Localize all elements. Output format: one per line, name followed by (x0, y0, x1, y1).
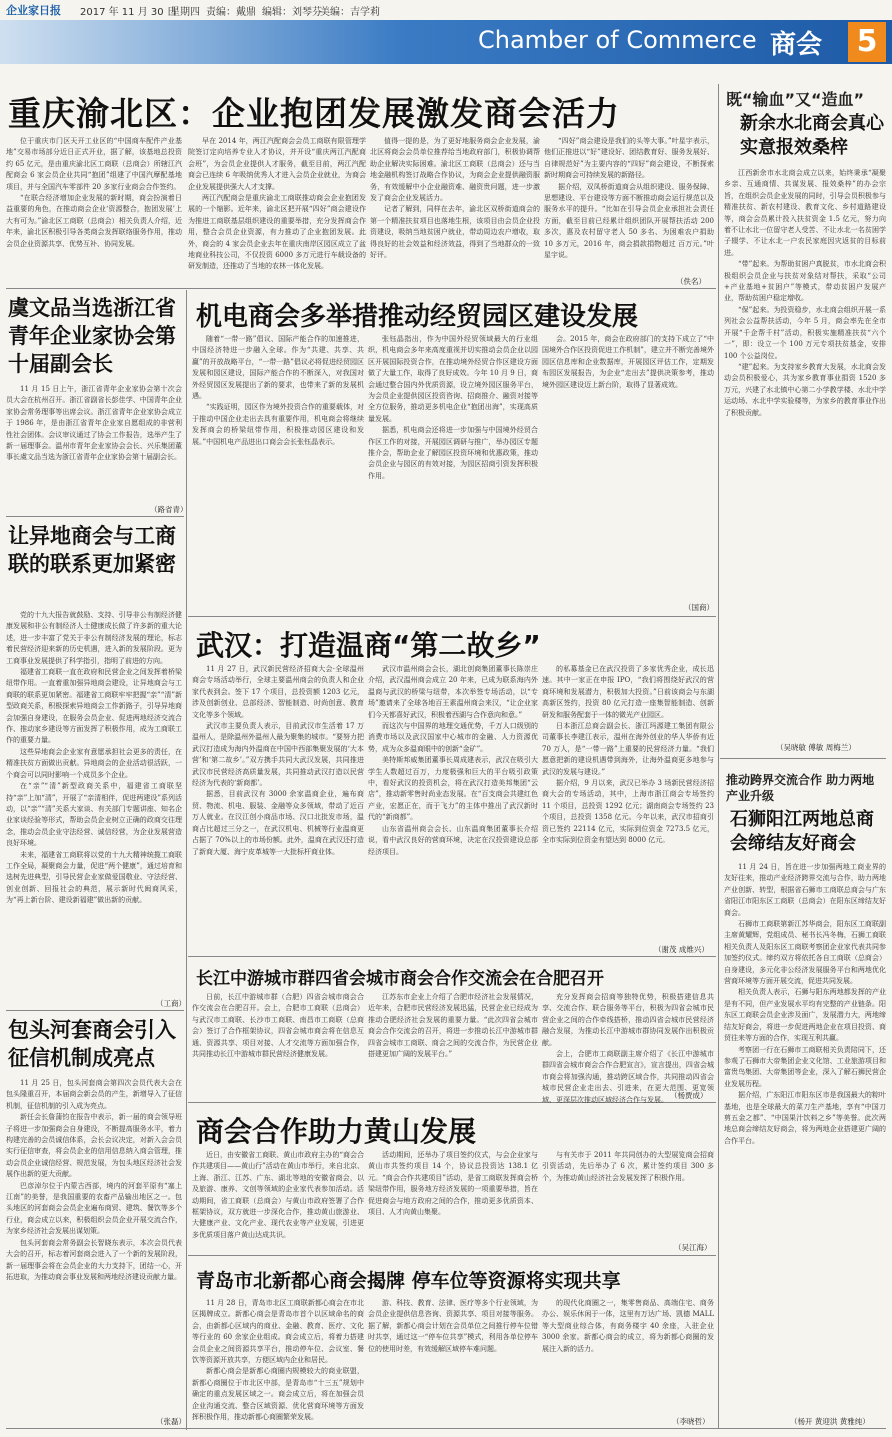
article-headline: 武汉：打造温商“第二故乡” (196, 629, 541, 662)
paragraph: 近日，由安徽省工商联、黄山市政府主办的“商会合作共建项目——黄山行”活动在黄山市举行，来自北京、上海、浙江、江苏、广东、湖北等地的安徽省商会，以及旅游、康养、文创等领域的企业家代表参加活动。活动期间，省工商联（总商会）与黄山市政府签署了合作框架协议，双方就进一步深化合作，推动黄山旅游业、大健康产业、文化产业、现代农业等产业发展，引进更多优质项目落户黄山达成共识。 (192, 1151, 364, 1239)
paragraph: 据介绍，双凤桥街道商会从组织建设、服务保障、思想建设、平台建设等方面不断推动商会运行规范以及服务水平的提升。“比如在引导会员企业承担社会责任方面，截至目前已经累计组织团队开展帮扶活动 200 多次，惠及农村留守老人 50 多名、为困难农户捐助 10 多万元，2016 年，商会捐款捐物超过 百万元。”叶星宇说。 (544, 182, 714, 260)
paragraph: 11 月 27 日，武汉新民营经济招商大会·全球温州商会专场活动举行，全球主要温州商会的负责人和企业家代表到会。签下 17 个项目，总投资额 1203 亿元，涉及创新创业、总部经济、智能制造、时尚创意、教育文化等多个领域。 (192, 665, 364, 719)
lead-headline: 重庆渝北区：企业抱团发展激发商会活力 (8, 94, 620, 133)
paragraph: 游、科技、教育、法律、医疗等多个行业领域，为会员企业提供信息咨询、资源共享、项目对接等服务。据了解，新都心商会计划在会员单位之间推行停车位错时共享，通过这一“停车位共享”模式，利用各单位停车位的使用时差，有效缓解区域停车难问题。 (368, 1299, 538, 1353)
paragraph: 相关负责人表示，石狮与阳东两地都发挥的产业是有不同，但产业发展水平均有完整的产业链条。阳东区工商联会员企业涉及面广，发展潜力大，两地缔结友好商会，将进一步促进两地企业在项目投资、商贸往来等方面的合作，实现互利共赢。 (724, 988, 886, 1043)
paragraph: 值得一提的是，为了更好地服务商会企业发展，渝北区将商会会员单位推荐给当地政府部门，积极协调帮助企业解决实际困难。渝北区工商联（总商会）还与当地金融机构签订战略合作协议，为商会企业提供融资服务，有效缓解中小企业融资难、融资贵问题，进一步激发了商会企业发展活力。 (370, 137, 540, 203)
paragraph: 据介绍，广东阳江市阳东区市是我国最大的粽叶基地，也是全球最大的菜刀生产基地，享有“中国刀剪五金之都”、“中国果汁饮料之乡”等美誉。此次两地总商会缔结友好商会，将为两地企业搭建更广阔的合作平台。 (724, 1091, 886, 1145)
paragraph: “建”起来。为支持家乡教育大发展，水北商会发动会员积极爱心，共为家乡教育事业捐资 1520 多万元，兴建了水北镇中心第二小学教学楼、水北中学运动场、水北中学实验楼等，为家乡的教育事业作出了积极贡献。 (724, 362, 886, 417)
designer-name: 美编：吉学莉 (320, 7, 380, 18)
header-meta-bar (0, 0, 892, 18)
paragraph: 会。2015 年，商会在政府部门的支持下成立了“中国境外合作区投资促进工作机制”，建立并不断完善境外园区信息库和企业数据库，开展园区评估工作，定期发布园区发展报告，为企业“走出去”提供决策参考，推动境外园区建设迈上新台阶，取得了显著成效。 (542, 335, 714, 389)
article-kicker: 既“输血”又“造血” (726, 90, 865, 109)
paragraph: 江苏东市企业上介绍了合肥市经济社会发展情况，近年来，合肥市民营经济发展迅猛，民营企业已经成为推动合肥经济社会发展的重要力量。“此次四省会城市商会合作交流会的召开，将进一步推动长江中游城市群四省会城市工商联、商会之间的交流合作，为民营企业搭建更加广阔的发展平台。” (368, 993, 538, 1059)
page-number-badge: 5 (848, 22, 886, 62)
paragraph: 活动期间，还举办了项目签约仪式，与会企业家与黄山市共签约项目 14 个，协议总投资达 138.1 亿元。“商会合作共建项目”活动，是省工商联发挥商会桥梁纽带作用，服务地方经济发展的一项重要举措，旨在促进商会与地方政府之间的合作，推动更多优质资本、项目、人才向黄山集聚。 (368, 1151, 538, 1217)
article-body-col3 (542, 1298, 714, 1414)
article-body-col1 (192, 664, 364, 952)
article-headline: 青岛市北新都心商会揭牌 停车位等资源将实现共享 (196, 1270, 621, 1292)
article-body (6, 1078, 182, 1416)
paragraph: 福建省工商联一直在政府和民营企业之间发挥着桥梁纽带作用。一直着重加强异地商会建设，让异地商会与工商联的联系更加紧密。福建省工商联牢牢把握“亲”“清”新型政商关系，积极探索异地商会工作新路子，引导异地商会加强自身建设，在服务会员企业、促进两地经济交流合作、推动家乡建设等方面发挥了积极作用，成为工商联工作的重要力量。 (6, 668, 182, 745)
byline: （吴晓敏 傅敏 周梅兰） (776, 743, 856, 752)
paragraph: 而这次与中国界的地理交通优势，千万人口级别的消费市场以及武汉国家中心城市的金融、人力资源优势，成为众多温商眼中的创新“金矿”。 (368, 722, 538, 753)
lead-article-col3 (370, 136, 540, 286)
paragraph: 未来，福建省工商联将以党的十九大精神统揽工商联工作全局，凝聚商会力量，促进“两个健康”，通过培育和选树先进典型，引导民营企业家做爱国敬业、守法经营、创业创新、回报社会的典范，展示新时代闽商风采，为“再上新台阶、建设新福建”做出新的贡献。 (6, 850, 182, 905)
paragraph: 党的十九大报告就鼓励、支持、引导非公有制经济健康发展和非公有制经济人士健康成长做了许多新的重大论述，进一步丰富了党关于非公有制经济发展的理论，标志着民营经济迎来新的历史机遇，进入新的发展阶段。更为工商事业发展提供了科学指引，指明了前进的方向。 (6, 611, 182, 665)
byline: （李晓哲） (672, 1417, 710, 1426)
paragraph: 随着“一带一路”倡议、国际产能合作的加速推进，中国经济特进一步融入全球。作为“共建、共享、共赢”的开放战略平台，“一带一路”倡议必将促进经贸园区发展和园区建设，国际产能合作的不断深入，对我国对外经贸园区发展提出了新的要求，也带来了新的发展机遇。 (192, 335, 364, 401)
article-body-col2 (368, 992, 538, 1098)
article-headline: 让异地商会与工商联的联系更加紧密 (8, 524, 176, 576)
newspaper-logo: 企业家日报 (6, 4, 61, 17)
paragraph: 这些异地商会企业家有意愿承担社会更多的责任，在精准扶贫方面做出贡献。异地商会的企业活动很活跃，一个商会可以同时影响一个成员多个企业。 (6, 747, 182, 779)
horizontal-divider (188, 616, 716, 617)
article-kicker: 推动跨界交流合作 助力两地产业升级 (726, 773, 875, 803)
paragraph: 新任会长詹蒲钧在报告中表示，新一届的商会领导班子将进一步加强商会自身建设，不断提高服务水平，着力构建完善的会员诚信体系，会长会议决定，对新入会会员实行征信审查，将会员企业的信用信息纳入商会管理，推动会员企业诚信经营、规范发展，为包头地区经济社会发展作出新的更大贡献。 (6, 1113, 182, 1179)
article-headline: 虞文品当选浙江省青年企业家协会第十届副会长 (8, 296, 176, 376)
bottom-rule (6, 1428, 886, 1429)
paragraph: 日本浙江总商会副会长、浙江玛源建工集团有限公司董事长李建江表示，温州在海外创业的华人华侨有近 70 万人，是“一带一路”上重要的民营经济力量。“我们愿意把新的建设机遇带到海外，让海外温商更多地参与武汉的发展与建设。” (542, 722, 714, 776)
horizontal-divider (188, 956, 716, 957)
paragraph: 石狮市工商联第新江苏华商会，阳东区工商联副主席黄耀辉，党组成员、秘书长冯冬梅，石狮工商联相关负责人及阳东区工商联考察团企业家代表共同参加签约仪式。缔约双方将依托各自工商联（总商会）自身建设，多元化非公经济发展服务平台和两地优化营商环境等方面开展交流，促进共同发展。 (724, 920, 886, 986)
paragraph: 两江汽配商会是重庆渝北工商联推动商会企业抱团发展的一个缩影。近年来，渝北区把开展“四好”商会建设作为推进工商联基层组织建设的重要举措，充分发挥商会作用，整合会员企业资源，有力推动了企业抱团发展。此外，商会的 4 家会员企业去年在重庆南岸区园区成立了盆地商业科技公司，不仅投资 6000 多万元进行车载设备的研发制造，还推动了当地的农林一体化发展。 (188, 194, 366, 271)
right-column-divider (718, 84, 719, 1429)
byline: （国商） (684, 603, 714, 612)
article-body-col1 (192, 1150, 364, 1250)
horizontal-divider (6, 516, 184, 517)
paragraph: “保”起来。为投资稳步，水北商会组织开展一系列社会公益帮扶活动，今年 5 月，商会率先在全市开展“千企帮千村”活动，积极实施精准扶贫“六个一”，即：设立一个 100 万元专项扶贫基金，安排 100 个公益岗位。 (724, 305, 886, 360)
paragraph: “在联合经济增加企业发展的新时期，商会扮演着日益重要的角色，在推动商会企业‘资源整合，抱团发展’上大有可为。”渝北区工商联（总商会）相关负责人介绍，近年来，渝北区积极引导各类商会发挥联络服务作用，推动会员企业资源共享、优势互补、协同发展。 (6, 194, 182, 248)
paragraph: 早在 2014 年，两江汽配商会会员工商联有限管理学院签订定向培养专业人才协议，并开设“重庆两江汽配商会班”，为会员企业提供人才服务，截至目前，两江汽配商会已连续 6 年吸纳优秀人才进入会员企业就业，为商会企业发展提供强大人才支撑。 (188, 137, 366, 191)
paragraph: 据悉，目前武汉有 3000 余家温商企业，遍布商贸、物流、机电、服装、金融等众多领域，带动了近百万人就业。在汉江创小商品市场、汉口北批发市场，温商占比超过三分之一，在武汉机电、机械等行业温商更占据了 70%以上的市场份额。此外，温商在武汉还打造了新商大厦、海宁皮革城等一大批标杆商业体。 (192, 790, 364, 856)
page-editor: 责编：戴鼎 (206, 7, 256, 18)
issue-date: 2017 年 11 月 30 日 (80, 7, 177, 18)
paragraph: 武汉市主要负责人表示，目前武汉市生活着 17 万温州人，是除温州外温州人最为聚集的城市。“要努力把武汉打造成为海内外温商在中国中西部集聚发展的‘大本营’和‘第二故乡’。”双方携手共同大武汉发展，共同推进武汉市民营经济高质量发展，共同推动武汉打造以民营经济为代表的‘新商都’。 (192, 722, 364, 788)
paragraph: 的私募基金已在武汉投资了多家优秀企业，成长迅速。其中一家正在申报 IPO，“我们将围绕好武汉的营商环境和发展潜力，积极加大投资。”日前该商会与东湖高新区签约，投资 80 亿元打造一座集智能制造、创新研发和服务配套于一体的微光产业园区。 (542, 665, 714, 719)
paragraph: 武汉市温州商会会长，湖北创商集团董事长陈崇庄介绍，武汉温州商会成立 20 年来，已成为联系海内外温商与武汉的桥梁与纽带，本次举签专场活动，以“专场”邀请来了全球各地百王素温州商会来汉，“让企业家们今天都喜好武汉，积极着西湖与合作意向和意。” (368, 665, 538, 719)
paragraph: 11 月 24 日，旨在进一步加强两地工商业界的友好往来，推动产业经济跨界交流与合作，助力两地产业创新、转型，根据省石狮市工商联总商会与广东省阳江市阳东区工商联（总商会）在阳东区缔结友好商会。 (724, 863, 886, 917)
article-body-col1 (192, 992, 364, 1098)
paragraph: 考察团一行在石狮市工商联相关负责陪同下，还参观了石狮市大帝集团企业文化馆、工业旅游项目和富贵鸟集团、大帝集团等企业，深入了解石狮民营企业发展历程。 (724, 1045, 886, 1088)
paragraph: 充分发挥商会招商等独特优势，积极搭建信息共享、交流合作、联合服务等平台，积极为四省会城市民营企业之间的合作牵线搭桥，推动四省会城市民营经济融合发展，为推动长江中游城市群协同发展作出积极贡献。 (542, 993, 714, 1047)
section-title-en: Chamber of Commerce (478, 26, 757, 54)
paragraph: 据介绍，9 月以来，武汉已举办 3 场新民营经济招商大会的专场活动，其中，上海市浙江商会专场签约 11 个项目，总投资 1292 亿元；湖南商会专场签约 23 个项目，总投资 1358 亿元。今年以来，武汉市招商引资已签约 22114 亿元，实际到位资金 7273.5 亿元，全市实际到位资金有望达到 8000 亿元。 (542, 779, 714, 845)
paragraph: 山东省温州商会会长、山东温商集团董事长介绍说，看中武汉良好的营商环境，决定在汉投资建设总部经济项目。 (368, 824, 538, 856)
article-body (724, 862, 886, 1414)
byline: （杨开 黄迎洪 黄雅纯） (790, 1417, 870, 1426)
article-body-col3 (542, 664, 714, 942)
paragraph: 会上，合肥市工商联副主席介绍了《长江中游城市群四省会城市商会合作合肥宣言》，宣言提出，四省会城市商会将加强沟通，推动跨区域合作，共同推动四省会城市民营企业走出去、引进来，在更大范围、更宽领域、更深层次推动区域经济合作与发展。 (542, 1050, 714, 1104)
paragraph: 新都心商会是新都心商圈内规模较大的商业联盟，新都心商圈位于市北区中部，是青岛市“十三五”规划中确定的重点发展区域之一。商会成立后，将在加强会员企业沟通交流、整合区域资源、优化营商环境等方面发挥积极作用，推动新都心商圈繁荣发展。 (192, 1367, 364, 1422)
paragraph: 11 月 15 日上午，浙江省青年企业家协会第十次会员大会在杭州召开。浙江省副省长彭佳学、中国青年企业家协会常务理事等出席会议。浙江省青年企业家协会成立于 1986 年，是由浙江省青年企业家自愿组成的非营利性社会团体。会议审议通过了协会工作报告，选举产生了新一届理事会。温州市青年企业家协会会长、兴乐集团董事长虞文品当选为浙江省青年企业家协会第十届副会长。 (6, 385, 182, 462)
lead-article-col2 (188, 136, 366, 286)
paragraph: “四好”商会建设是我们的头等大事。”叶星宇表示，他们正推进以“好”建设好、团结教育好、服务发展好、自律规范好”为主要内容的“四好”商会建设，不断探索新时期商会可持续发展的新路径。 (544, 137, 714, 180)
left-column-divider (186, 290, 187, 1430)
paragraph: 位于重庆市门区天开工业区的“中国商车配件产业基地”交易市场部分近日正式开业，据了解，该基地总投资约 65 亿元，是由重庆渝北区工商联（总商会）所辖江汽配商会 6 家会员企业共同“抱团”组建了中国汽摩配基地项目，并与全国汽车零部件 20 多家行业商会合作签约。 (6, 137, 182, 191)
article-body-col2 (368, 1298, 538, 1422)
article-body (724, 168, 886, 738)
article-body-col2 (368, 1150, 538, 1250)
paragraph: 在“亲”“清”新型政商关系中，福建省工商联坚持“亲”上加“清”，开展了“亲清相伴，促进两建设”系列活动，以“亲”“清”关系大家谈、有关部门专题讲座、知名企业家谈经验等形式，帮助会员企业树立正确的政商交往理念，推动会员企业守法经营、诚信经营，为企业发展营造良好环境。 (6, 782, 182, 848)
paragraph: 美特斯邦威集团董事长周成建表示，武汉在吸引大学生人数超过百万，力度极强和巨大的平台吸引政策中，看好武汉的投资机会，将在武汉打造美邦集团“云店”，推动新零售时尚业态发展。在“百支商会共建红色产业，宏愿正在，而于飞力”的主体中推出了武汉新时代的“新商都”。 (368, 756, 538, 822)
horizontal-divider (720, 758, 886, 759)
paragraph: 江西新余市水北商会成立以来，始终秉承“凝聚乡亲、互通商情、共谋发展、报效桑梓”的办会宗旨，在组织会员企业发展的同时，引导会员积极参与精准扶贫、新农村建设、教育文化、乡村道路建设等，商会会员累计投入扶贫资金 1.5 亿元，努力向着不让水北一位留守老人受苦、不让水北一名贫困学子辍学、不让水北一户农民家庭因灾返贫的目标前进。 (724, 169, 886, 257)
article-body (6, 384, 182, 502)
paragraph: 记者了解到，同样在去年，渝北区双桥街道商会的第一个精准扶贫项目也落地生根，该项目由会员企业投资建设，吸纳当地贫困户就业，带动周边农户增收，取得良好的社会效益和经济效益，得到了当地群众的一致好评。 (370, 205, 540, 260)
paragraph: 的现代化商圈之一，集零售商品、高端住宅、商务办公、娱乐休闲于一体，这里有万达广场、凯德 MALL 等大型商业综合体，有商务楼宇 40 余座，入驻企业 3000 余家。新都心商会的成立，将为新都心商圈的发展注入新的活力。 (542, 1299, 714, 1353)
editor-name: 编辑：刘琴芬 (262, 7, 322, 18)
page-header (0, 0, 892, 64)
article-body-col1 (192, 334, 364, 610)
byline: （工商） (156, 999, 186, 1008)
paragraph: “实践证明，园区作为境外投资合作的重要载体，对于推动中国企业走出去具有重要作用，机电商会将继续发挥商会的桥梁纽带作用，积极推动园区建设和发展。”中国机电产品进出口商会会长张钰晶表示。 (192, 403, 364, 446)
paragraph: “带”起来。为帮助贫困户真脱贫，市水北商会积极组织会员企业与扶贫对象结对帮扶，采取“公司+产业基地+贫困户”等模式，带动贫困户发展产业，帮助贫困户稳定增收。 (724, 260, 886, 303)
article-headline: 机电商会多举措推动经贸园区建设发展 (196, 302, 639, 332)
article-body-col2 (368, 664, 538, 952)
section-title-cn: 商会 (770, 30, 823, 60)
paragraph: 据悉，机电商会还将进一步加强与中国境外经贸合作区工作的对接，开展园区调研与推广，举办园区专题推介会，帮助企业了解园区投资环境和优惠政策，推动会员企业与园区的有效对接，为园区招商引资发挥积极作用。 (368, 426, 538, 480)
article-headline: 新余水北商会真心实意报效桑梓 (740, 113, 884, 158)
paragraph: 张钰晶指出，作为中国外经贸领域最大的行业组织，机电商会多年来高度重视并切实推动会员企业以园区开展国际投资合作，在推动境外经贸合作区建设方面做了大量工作，取得了良好成效。今年 10 月 9 日，商会通过整合国内外优质资源，设立境外园区服务平台，为会员企业提供园区投资咨询、招商推介、融资对接等全方位服务，推动更多机电企业“抱团出海”，实现高质量发展。 (368, 335, 538, 423)
article-headline: 长江中游城市群四省会城市商会合作交流会在合肥召开 (196, 969, 604, 989)
byline: （佚名） (676, 277, 706, 286)
byline: （路省青） (150, 505, 188, 514)
paragraph: 与有关市于 2011 年共同创办的大型展览商会招商引资活动，先后举办了 6 次，累计签约项目 300 多个，为推动黄山经济社会发展发挥了积极作用。 (542, 1151, 714, 1182)
article-body-col3 (542, 1150, 714, 1240)
section-banner (0, 20, 892, 64)
article-headline: 包头河套商会引入征信机制成亮点 (8, 1018, 176, 1070)
byline: （吴江海） (674, 1243, 712, 1252)
byline: （杨贾成） (670, 1091, 708, 1100)
article-body (6, 610, 182, 998)
paragraph: 日前，长江中游城市群（合肥）四省会城市商会合作交流会在合肥召开。会上，合肥市工商联（总商会）与武汉市工商联、长沙市工商联、南昌市工商联（总商会）签订了合作框架协议，四省会城市商会将在信息互通、资源共享、项目对接、人才交流等方面加强合作，共同推动长江中游城市群民营经济健康发展。 (192, 993, 364, 1059)
issue-weekday: 星期四 (170, 7, 200, 18)
article-headline: 石狮阳江两地总商会缔结友好商会 (730, 809, 874, 854)
article-body-col2 (368, 334, 538, 610)
byline: （谢茂 成维兴） (654, 945, 709, 954)
horizontal-divider (6, 288, 716, 289)
paragraph: 包头河套商会常务副会长智晓东表示，本次会员代表大会的召开，标志着河套商会进入了一个新的发展阶段，新一届理事会将在会员企业的大力支持下，团结一心，开拓进取，为推动商会事业发展和两地经济建设贡献力量。 (6, 1238, 182, 1281)
lead-article-col1 (6, 136, 182, 286)
horizontal-divider (188, 1255, 716, 1256)
paragraph: 11 月 25 日，包头河套商会第四次会员代表大会在包头隆重召开，本届商会新会员的产生，新增导入了征信机制，征信机制的引入成为亮点。 (6, 1079, 182, 1110)
horizontal-divider (6, 1010, 184, 1011)
article-headline: 商会合作助力黄山发展 (196, 1115, 477, 1148)
paragraph: 11 月 28 日，青岛市北区工商联新都心商会在市北区揭牌成立。新都心商会是青岛市首个以区域命名的商会，由新都心区域内的商业、金融、教育、医疗、文化等行业的 60 余家企业组成。商会成立后，将着力搭建会员企业之间资源共享平台，推动停车位、会议室、餐饮等资源开放共享，方便区域内企业和居民。 (192, 1299, 364, 1365)
article-body-col3 (542, 334, 714, 600)
paragraph: 巴彦淖尔位于内蒙古西部，境内的河套平原有“塞上江南”的美誉，是我国重要的农畜产品输出地区之一。包头地区的河套商会会员企业遍布商贸、建筑、餐饮等多个行业，商会成立以来，积极组织会员企业开展交流合作，为家乡经济社会发展出谋划策。 (6, 1181, 182, 1236)
lead-article-col4 (544, 136, 714, 274)
byline: （张磊） (156, 1417, 186, 1426)
article-body-col1 (192, 1298, 364, 1422)
